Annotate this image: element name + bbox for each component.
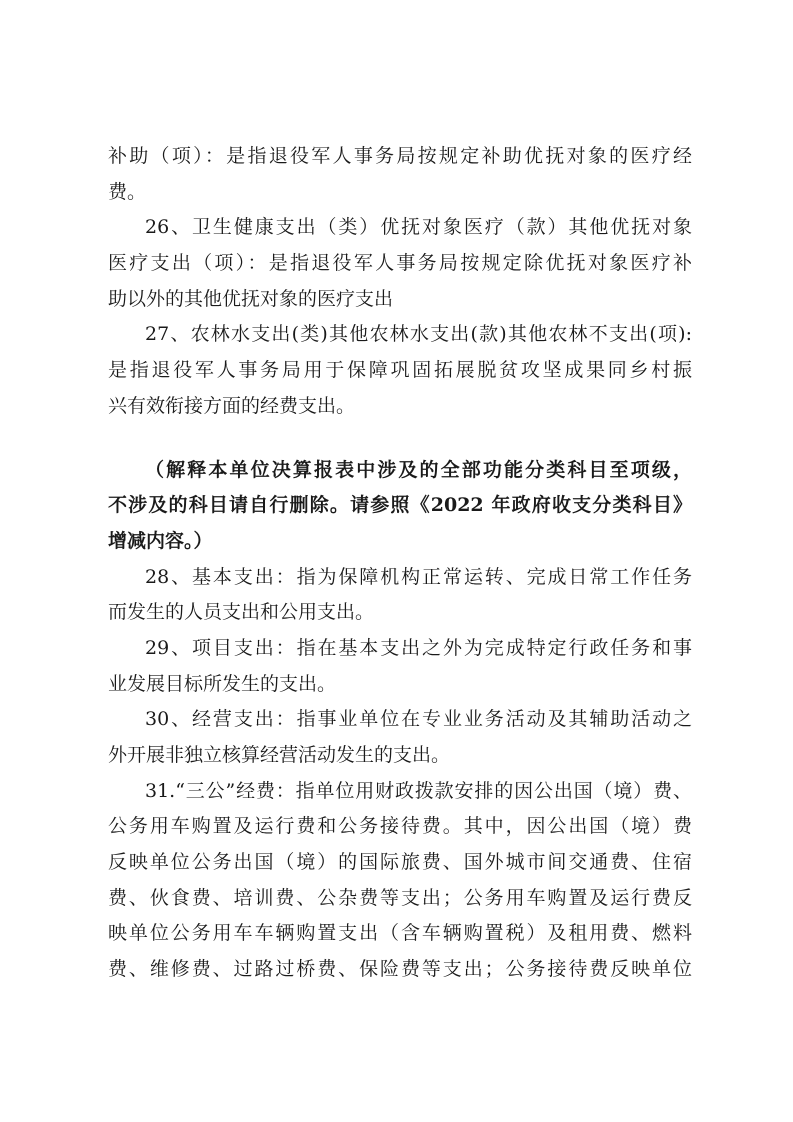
paragraph-line: 26、卫生健康支出（类）优抚对象医疗（款）其他优抚对象 (145, 216, 692, 239)
paragraph-line: 31.“三公”经费：指单位用财政拨款安排的因公出国（境）费、 (145, 779, 692, 802)
instruction-note-line: （解释本单位决算报表中涉及的全部功能分类科目至项级， (145, 458, 692, 481)
paragraph-line: 29、项目支出：指在基本支出之外为完成特定行政任务和事 (145, 636, 692, 659)
paragraph-line: 是指退役军人事务局用于保障巩固拓展脱贫攻坚成果同乡村振 (108, 359, 692, 382)
paragraph-line: 30、经营支出：指事业单位在专业业务活动及其辅助活动之 (145, 708, 692, 731)
paragraph-line: 兴有效衔接方面的经费支出。 (108, 394, 356, 417)
instruction-note-line: 不涉及的科目请自行删除。请参照《2022 年政府收支分类科目》 (108, 494, 692, 517)
document-page (108, 139, 692, 988)
paragraph-line: 医疗支出（项）：是指退役军人事务局按规定除优抚对象医疗补 (108, 252, 692, 275)
paragraph-line: 费、维修费、过路过桥费、保险费等支出；公务接待费反映单位 (108, 958, 692, 981)
paragraph-line: 费、伙食费、培训费、公杂费等支出；公务用车购置及运行费反 (108, 886, 692, 909)
paragraph-line: 公务用车购置及运行费和公务接待费。其中，因公出国（境）费 (108, 815, 692, 838)
paragraph-line: 外开展非独立核算经营活动发生的支出。 (108, 744, 451, 766)
paragraph-line: 补助（项）：是指退役军人事务局按规定补助优抚对象的医疗经 (108, 145, 692, 167)
paragraph-line: 业发展目标所发生的支出。 (108, 672, 337, 695)
paragraph-line: 费。 (108, 180, 147, 203)
paragraph-line: 而发生的人员支出和公用支出。 (108, 601, 375, 624)
paragraph-line: 27、农林水支出(类)其他农林水支出(款)其他农林不支出(项): (145, 323, 692, 346)
paragraph-line: 28、基本支出：指为保障机构正常运转、完成日常工作任务 (145, 565, 692, 588)
paragraph-line: 助以外的其他优抚对象的医疗支出 (108, 287, 394, 310)
instruction-note-line: 增减内容。） (108, 529, 213, 552)
paragraph-line: 反映单位公务出国（境）的国际旅费、国外城市间交通费、住宿 (108, 851, 692, 874)
paragraph-line: 映单位公务用车车辆购置支出（含车辆购置税）及租用费、燃料 (108, 922, 692, 945)
